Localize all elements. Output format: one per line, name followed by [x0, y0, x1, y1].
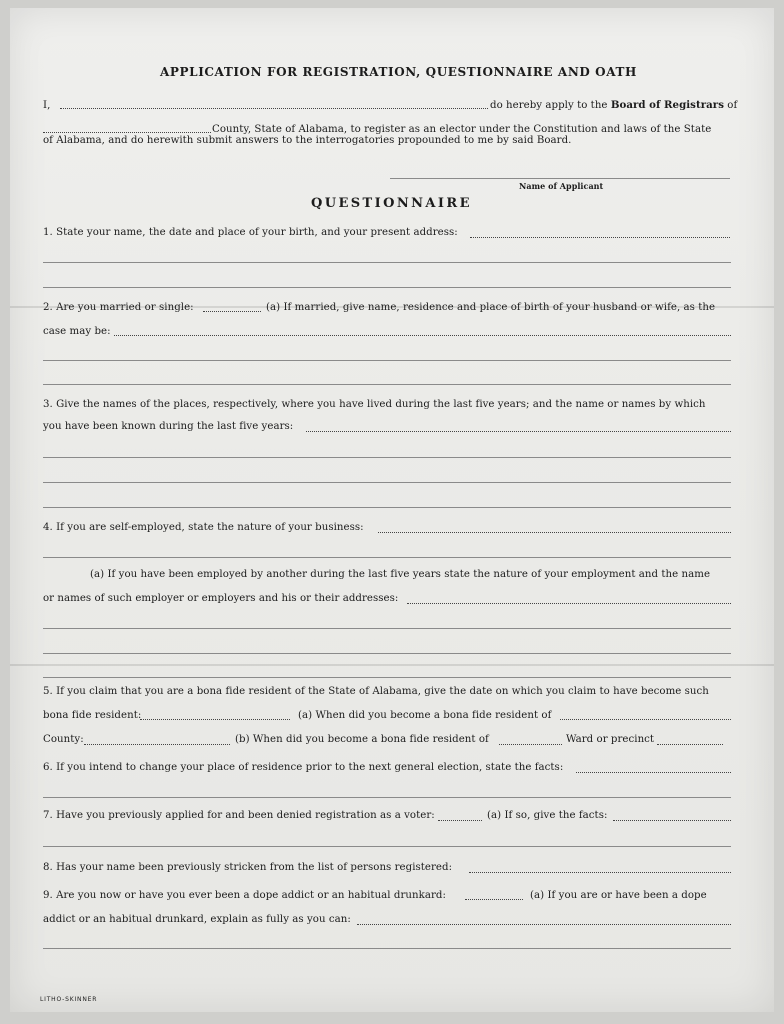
applicant-name-line[interactable] [60, 108, 488, 109]
answer-line[interactable] [438, 820, 482, 821]
name-of-applicant-label: Name of Applicant [519, 181, 604, 191]
question-3: 3. Give the names of the places, respectively, where you have lived during the last five years; and the name or names by which [43, 399, 706, 410]
intro-i: I, [43, 100, 51, 111]
fold-crease [10, 664, 774, 666]
answer-line[interactable] [499, 744, 562, 745]
answer-line[interactable] [306, 431, 731, 432]
answer-line[interactable] [84, 744, 230, 745]
question-5a-county: County: [43, 734, 84, 745]
question-5b-ward: Ward or precinct [566, 734, 655, 745]
answer-line[interactable] [560, 719, 731, 720]
question-2: 2. Are you married or single: [43, 302, 194, 313]
answer-line[interactable] [576, 772, 731, 773]
answer-line[interactable] [43, 948, 731, 949]
answer-line[interactable] [43, 557, 731, 558]
answer-line[interactable] [43, 846, 731, 847]
question-9a: (a) If you are or have been a dope [530, 890, 707, 901]
printer-mark: LITHO-SKINNER [40, 996, 98, 1003]
question-6: 6. If you intend to change your place of residence prior to the next general election, state the facts: [43, 762, 564, 773]
question-2a: (a) If married, give name, residence and place of birth of your husband or wife, as the [266, 302, 716, 313]
question-5: 5. If you claim that you are a bona fide resident of the State of Alabama, give the date on which you claim to have become such [43, 686, 709, 697]
answer-line[interactable] [140, 719, 290, 720]
answer-line[interactable] [43, 287, 731, 288]
answer-line[interactable] [407, 603, 731, 604]
questionnaire-heading: QUESTIONNAIRE [311, 196, 472, 211]
county-line[interactable] [43, 132, 211, 133]
intro-submit-text: of Alabama, and do herewith submit answers to the interrogatories propounded to me by said Board. [43, 135, 572, 146]
answer-line[interactable] [203, 311, 261, 312]
answer-line[interactable] [469, 872, 731, 873]
answer-line[interactable] [43, 653, 731, 654]
question-4: 4. If you are self-employed, state the nature of your business: [43, 522, 364, 533]
question-5-cont: bona fide resident: [43, 710, 142, 721]
answer-line[interactable] [114, 335, 731, 336]
answer-line[interactable] [43, 507, 731, 508]
answer-line[interactable] [43, 360, 731, 361]
answer-line[interactable] [43, 628, 731, 629]
answer-line[interactable] [43, 457, 731, 458]
question-2a-cont: case may be: [43, 326, 111, 337]
question-3-cont: you have been known during the last five years: [43, 421, 294, 432]
intro-apply-text: do hereby apply to the Board of Registrars of [490, 99, 738, 111]
answer-line[interactable] [43, 384, 731, 385]
question-5a: (a) When did you become a bona fide resident of [298, 710, 552, 721]
question-9: 9. Are you now or have you ever been a dope addict or an habitual drunkard: [43, 890, 446, 901]
question-7: 7. Have you previously applied for and been denied registration as a voter: [43, 810, 435, 821]
question-9a-cont: addict or an habitual drunkard, explain as fully as you can: [43, 914, 351, 925]
question-4a-cont: or names of such employer or employers and his or their addresses: [43, 593, 399, 604]
answer-line[interactable] [43, 797, 731, 798]
answer-line[interactable] [657, 744, 723, 745]
answer-line[interactable] [470, 237, 730, 238]
question-4a: (a) If you have been employed by another during the last five years state the nature of your employment and the name [90, 569, 711, 580]
intro-county-text: County, State of Alabama, to register as an elector under the Constitution and laws of the State [212, 124, 712, 135]
question-7a: (a) If so, give the facts: [487, 810, 608, 821]
answer-line[interactable] [465, 899, 523, 900]
question-8: 8. Has your name been previously stricken from the list of persons registered: [43, 862, 453, 873]
answer-line[interactable] [43, 677, 731, 678]
answer-line[interactable] [357, 924, 731, 925]
answer-line[interactable] [43, 482, 731, 483]
answer-line[interactable] [613, 820, 731, 821]
form-title: APPLICATION FOR REGISTRATION, QUESTIONNAIRE AND OATH [160, 65, 637, 79]
answer-line[interactable] [378, 532, 731, 533]
signature-line[interactable] [390, 178, 730, 179]
answer-line[interactable] [43, 262, 731, 263]
question-5b: (b) When did you become a bona fide resident of [235, 734, 489, 745]
question-1: 1. State your name, the date and place of your birth, and your present address: [43, 227, 458, 238]
